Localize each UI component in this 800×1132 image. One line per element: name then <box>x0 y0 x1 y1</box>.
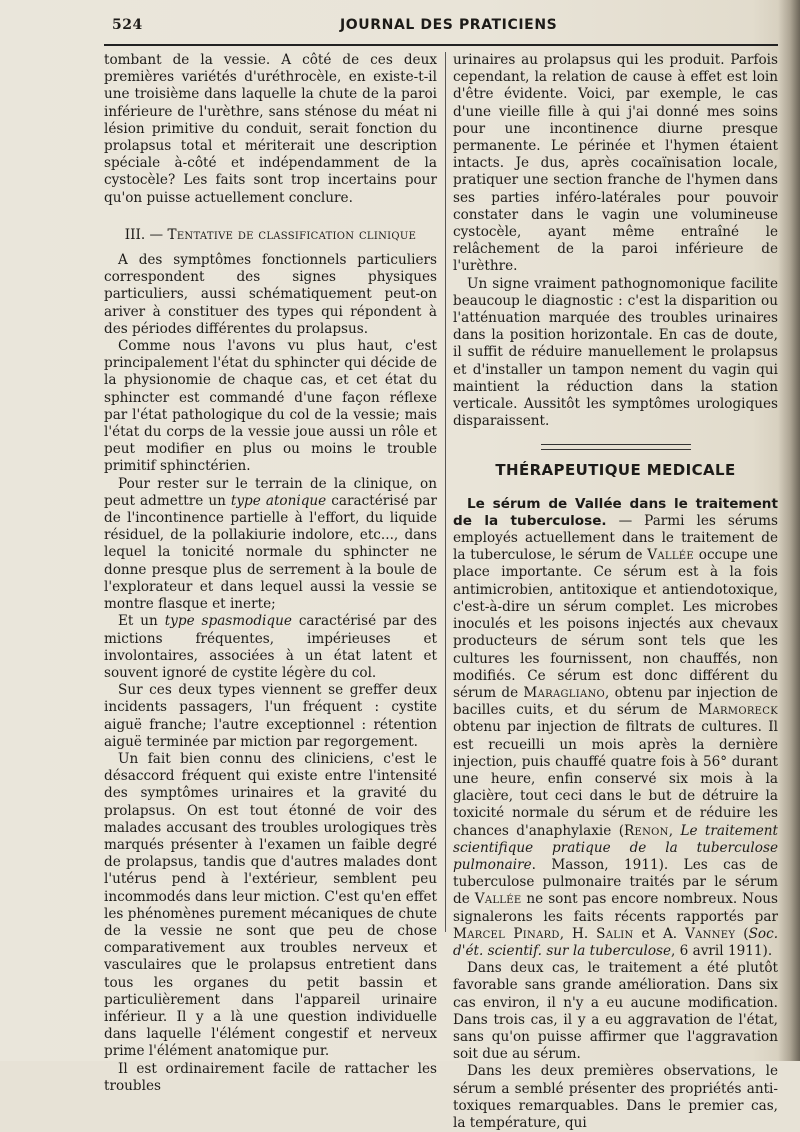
section-heading <box>104 227 437 244</box>
paragraph: Un fait bien connu des cliniciens, c'est le désaccord fréquent qui existe entre l'intensité des symptômes urinaires et la gravité du prolapsus. On est tout étonné de voir des malades accusant des troubles urologiques très marqués présenter à l'examen un faible degré de prolapsus, tandis que d'autres malades dont l'utérus pend à l'extérieur, semblent peu incommodés dans leur miction. C'est qu'en effet les phénomènes purement mécaniques de chute de la vessie ne sont que peu de chose comparativement aux troubles nerveux et vasculaires que le prolapsus entretient dans tous les organes du petit bassin et particulièrement dans l'appareil urinaire inférieur. Il y a là une question individuelle dans laquelle l'élément congestif et nerveux prime l'élément anatomique pur. <box>104 750 437 1060</box>
author-name: Maragliano <box>523 684 606 701</box>
paragraph: A des symptômes fonctionnels particuliers correspondent des signes physiques particuliers, aussi schématiquement peut-on ariver à constituer des types qui répondent à des périodes différentes du prolapsus. <box>104 252 437 337</box>
author-name: Renon <box>624 822 669 839</box>
page-edge-shadow <box>778 0 800 1061</box>
emphasis: Soc. d'ét. scientif. sur la tuberculose <box>453 925 779 959</box>
section-rule <box>541 444 691 450</box>
text-run: . Masson, 1911). Les cas de tuberculose pulmonaire traités par le sérum de <box>453 856 778 908</box>
paragraph: Dans deux cas, le traitement a été plutôt favorable sans grande amélioration. Dans six cas environ, il n'y a eu aucune modification. Dans trois cas, il y a eu aggravation de l'état, sans qu'on puisse affirmer que l'aggravation soit due au sérum. <box>453 960 778 1063</box>
paragraph: Dans les deux premières observations, le sérum a semblé présenter des propriétés anti-toxiques remarquables. Dans le premier cas, la température, qui <box>453 1063 778 1131</box>
text-run: , 6 avril 1911). <box>671 942 773 959</box>
text-run: , H. <box>559 925 597 942</box>
section-title: Tentative de classification clinique <box>167 226 417 243</box>
section-number: III. — <box>124 226 164 243</box>
text-run: — Parmi les sérums employés actuellement dans le traitement de la tuberculose, le sérum de <box>453 512 778 564</box>
paragraph <box>104 476 437 614</box>
author-name: Vallée <box>474 891 522 908</box>
text-run: caractérisé par de l'incontinence partielle à l'effort, du liquide résiduel, de la pollakiurie indolore, etc..., dans lequel la tonicité normale du sphincter ne donne presque plus de serrement à la boule de l'explorateur et dans lequel aussi la vessie se montre flasque et inerte; <box>104 492 437 613</box>
header-rule <box>104 44 778 46</box>
article-paragraph <box>453 496 778 960</box>
text-run: caractérisé par des mictions fréquentes, impérieuses et involontaires, associées à un état latent et souvent ignoré de cystite légère du col. <box>104 613 437 681</box>
left-column <box>104 52 437 1095</box>
author-name: Marcel Pinard <box>453 925 560 942</box>
paragraph: tombant de la vessie. A côté de ces deux premières variétés d'uréthrocèle, en existe-t-il une troisième dans laquelle la chute de la paroi inférieure de l'urèthre, sans sténose du méat ni lésion primitive du conduit, serait fonction du prolapsus total et mériterait une description spéciale à-côté et indépendamment de la cystocèle? Les faits sont trop incertains pour qu'on puisse actuellement conclure. <box>104 52 437 206</box>
emphasis: type atonique <box>230 492 327 509</box>
column-divider <box>445 52 446 932</box>
text-run: occupe une place importante. Ce sérum est à la fois antimicrobien, antitoxique et antiendotoxique, c'est-à-dire un sérum complet. Les microbes inoculés et les poisons injectés aux chevaux producteurs de sérum sont tels que les cultures les fournissent, non chauffés, non modifiés. Ce sérum est donc différent du sérum de <box>453 547 778 701</box>
paragraph: Sur ces deux types viennent se greffer deux incidents passagers, l'un fréquent : cystite aiguë franche; l'autre exceptionnel : rétention aiguë terminée par miction par regorgement. <box>104 682 437 750</box>
text-run: Pour rester sur le terrain de la clinique, on peut admettre un <box>104 475 437 509</box>
paragraph: Il est ordinairement facile de rattacher les troubles <box>104 1060 437 1094</box>
paragraph: Comme nous l'avons vu plus haut, c'est principalement l'état du sphincter qui décide de la physionomie de chaque cas, et cet état du sphincter est commandé d'une façon réflexe par l'état pathologique du col de la vessie; mais l'état du corps de la vessie joue aussi un rôle et peut modifier en plus ou moins le trouble primitif sphinctérien. <box>104 338 437 475</box>
paragraph <box>104 613 437 682</box>
text-run: , obtenu par injection de bacilles cuits, et du sérum de <box>453 684 778 719</box>
text-run: ne sont pas encore nombreux. Nous signalerons les faits récents rapportés par <box>453 891 778 925</box>
author-name: Vallée <box>647 547 694 564</box>
journal-title: JOURNAL DES PRATICIENS <box>340 17 558 33</box>
paragraph: Un signe vraiment pathognomonique facilite beaucoup le diagnostic : c'est la disparition ou l'atténuation marquée des troubles urinaires dans la position horizontale. En cas de doute, il suffit de réduire manuellement le prolapsus et d'installer un tampon nement du vagin qui maintient la réduction dans la station verticale. Aussitôt les symptômes urologiques disparaissent. <box>453 275 778 430</box>
emphasis: type spasmodique <box>164 613 292 630</box>
emphasis: Le traitement scientifique pratique de la tuberculose pulmonaire <box>453 822 778 873</box>
author-name: Marmoreck <box>698 702 778 719</box>
text-run: Et un <box>118 613 165 630</box>
section-title: THÉRAPEUTIQUE MEDICALE <box>495 461 736 480</box>
article-title: Le sérum de Vallée dans le traitement de la tuberculose. <box>453 495 778 529</box>
paragraph: urinaires au prolapsus qui les produit. Parfois cependant, la relation de cause à effet est loin d'être évidente. Voici, par exemple, le cas d'une vieille fille à qui j'ai donné mes soins pour une incontinence diurne presque permanente. Le périnée et l'hymen étaient intacts. Je dus, après cocaïnisation locale, pratiquer une section franche de l'hymen dans ses parties inféro-latérales pour pouvoir constater dans le vagin une volumineuse cystocèle, ayant même entraîné le relâchement de la paroi inférieure de l'urèthre. <box>453 52 778 275</box>
author-name: Salin <box>596 925 634 942</box>
text-run: , <box>668 822 681 839</box>
page-number: 524 <box>112 17 143 33</box>
text-run: et A. <box>633 925 686 942</box>
running-header <box>112 14 778 38</box>
text-run: ( <box>735 925 749 942</box>
author-name: Vanney <box>685 925 736 942</box>
text-run: obtenu par injection de filtrats de cultures. Il est recueilli un mois après la dernière injection, puis chauffé quatre fois à 56° durant une heure, enfin conservé six mois à la glacière, tout ceci dans le but de détruire la toxicité normale du sérum et de réduire les chances d'anaphylaxie ( <box>453 719 778 839</box>
right-column <box>453 52 778 1132</box>
